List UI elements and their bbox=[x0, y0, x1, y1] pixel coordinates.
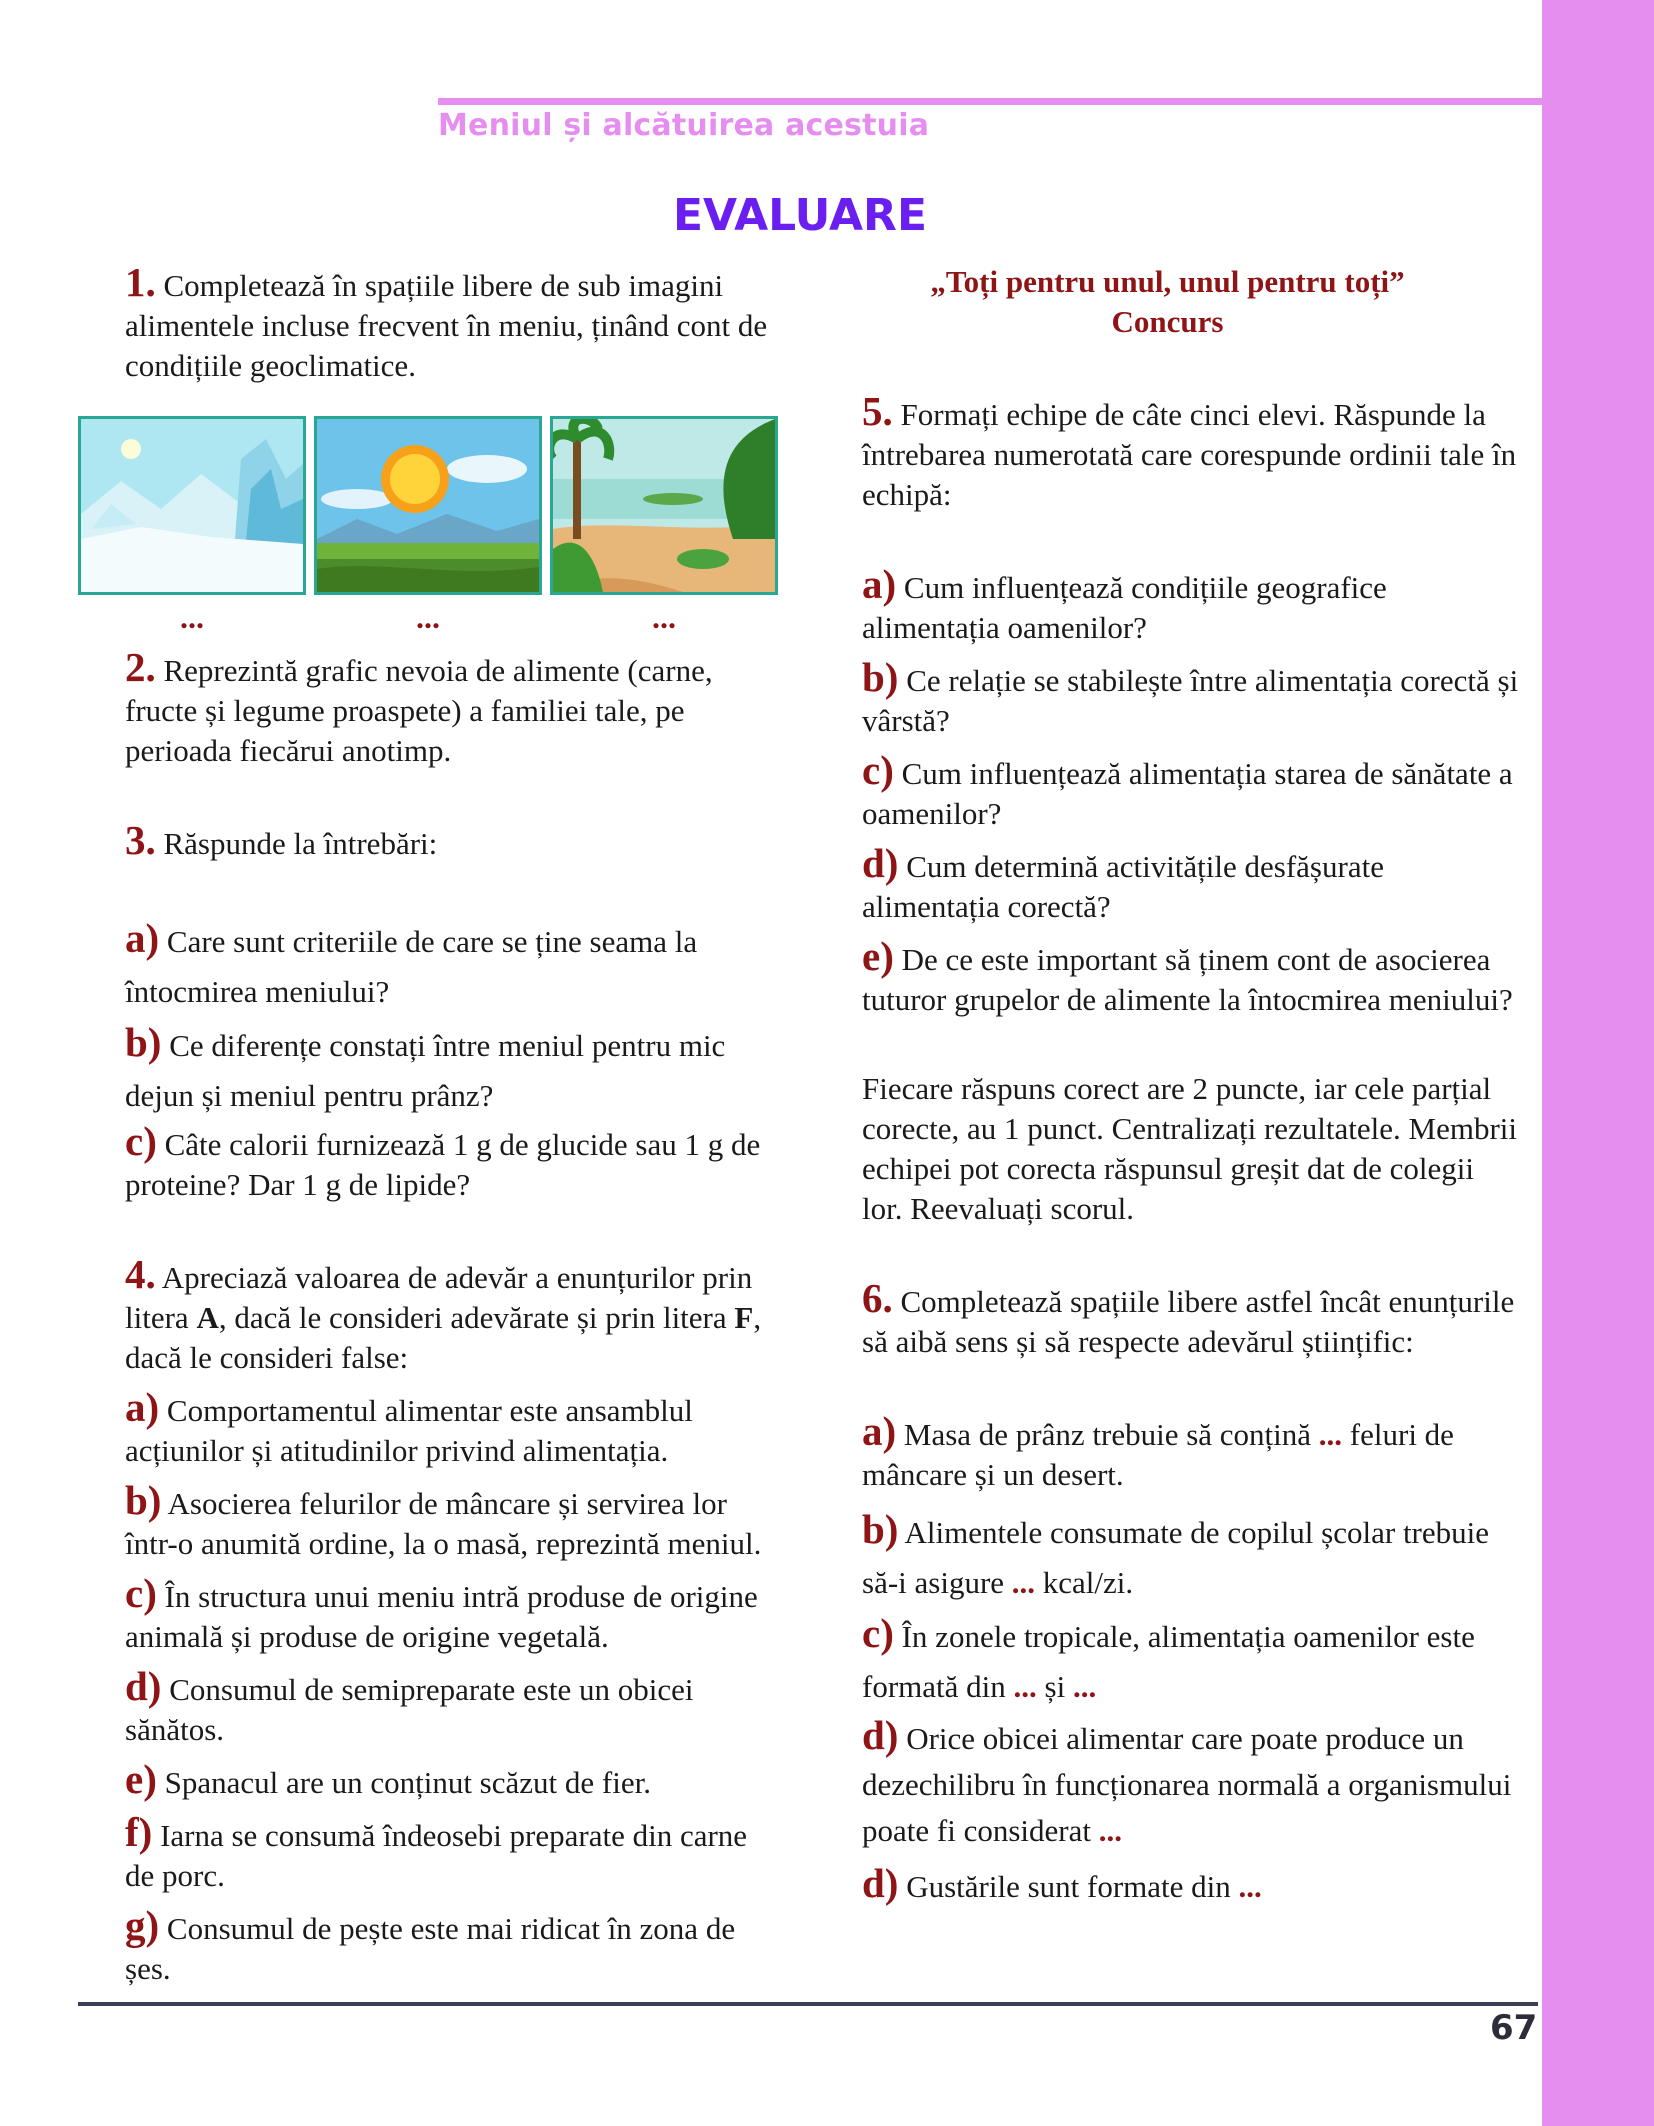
question-item bbox=[815, 561, 1520, 648]
item-label: e) bbox=[125, 1756, 157, 1802]
side-color-strip bbox=[1542, 0, 1654, 2126]
fill-item bbox=[815, 1608, 1520, 1712]
item-text: Consumul de semipreparate este un obicei sănătos. bbox=[125, 1672, 694, 1747]
item-label: a) bbox=[125, 1384, 160, 1430]
exercise-text: Reprezintă grafic nevoia de alimente (carne, fructe și legume proaspete) a familiei tale, pe perioada fiecărui anotimp. bbox=[125, 653, 713, 768]
item-text: Iarna se consumă îndeosebi preparate din carne de porc. bbox=[125, 1818, 748, 1893]
item-text: Care sunt criteriile de care se ține seama la întocmirea meniului? bbox=[125, 924, 698, 1009]
exercise-number: 1. bbox=[125, 259, 156, 305]
blank-dots: ... bbox=[1072, 1669, 1097, 1704]
item-text: Orice obicei alimentar care poate produce un dezechilibru în funcționarea normală a organismului poate fi considerat bbox=[862, 1721, 1512, 1848]
contest-label: Concurs bbox=[1111, 304, 1224, 339]
item-label: b) bbox=[862, 654, 899, 700]
question-item bbox=[78, 1017, 778, 1121]
exercise-number: 3. bbox=[125, 817, 156, 863]
statement-item bbox=[78, 1809, 778, 1896]
item-text: Alimentele consumate de copilul școlar trebuie să-i asigure bbox=[862, 1515, 1490, 1600]
image-blank: ... bbox=[416, 599, 440, 635]
left-column bbox=[78, 259, 778, 1989]
item-label: a) bbox=[125, 915, 160, 961]
item-text: În structura unui meniu intră produse de origine animală și produse de origine vegetală. bbox=[125, 1579, 758, 1654]
item-label: e) bbox=[862, 933, 894, 979]
exercise-number: 4. bbox=[125, 1251, 156, 1297]
footer-rule bbox=[78, 2002, 1538, 2006]
item-label: d) bbox=[862, 1860, 899, 1906]
fill-item bbox=[815, 1504, 1520, 1608]
exercise-6 bbox=[815, 1275, 1520, 1362]
contest-motto: „Toți pentru unul, unul pentru toți” bbox=[930, 264, 1405, 299]
exercise-text: , dacă le consideri adevărate și prin litera bbox=[218, 1300, 735, 1335]
statement-item bbox=[78, 1756, 778, 1803]
exercise-text: Completează în spațiile libere de sub imagini alimentele incluse frecvent în meniu, ținând cont de condițiile geoclimatice. bbox=[125, 268, 768, 383]
item-text: Cum influențează condițiile geografice alimentația oamenilor? bbox=[862, 570, 1387, 645]
item-text: Consumul de pește este mai ridicat în zona de șes. bbox=[125, 1911, 736, 1986]
exercise-3 bbox=[78, 817, 778, 864]
exercise-2 bbox=[78, 644, 778, 771]
letter-f: F bbox=[734, 1300, 754, 1335]
item-text: Cum influențează alimentația starea de sănătate a oamenilor? bbox=[862, 756, 1513, 831]
contest-heading bbox=[815, 262, 1520, 342]
item-text: Gustările sunt formate din bbox=[906, 1869, 1239, 1904]
item-label: f) bbox=[125, 1809, 153, 1855]
item-text: Cum determină activitățile desfășurate alimentația corectă? bbox=[862, 849, 1384, 924]
header-rule bbox=[438, 98, 1542, 105]
exercise-number: 2. bbox=[125, 644, 156, 690]
item-text: Ce diferențe constați între meniul pentru mic dejun și meniul pentru prânz? bbox=[125, 1028, 726, 1113]
fill-item bbox=[815, 1408, 1520, 1495]
tropical-landscape-image bbox=[550, 416, 778, 595]
letter-a: A bbox=[196, 1300, 219, 1335]
item-text: În zonele tropicale, alimentația oamenilor este formată din bbox=[862, 1619, 1475, 1704]
exercise-4 bbox=[78, 1251, 778, 1378]
item-text: Câte calorii furnizează 1 g de glucide sau 1 g de proteine? Dar 1 g de lipide? bbox=[125, 1127, 761, 1202]
statement-item bbox=[78, 1570, 778, 1657]
blank-dots: ... bbox=[1238, 1869, 1262, 1904]
blank-dots: ... bbox=[1011, 1565, 1036, 1600]
item-label: c) bbox=[125, 1118, 157, 1164]
item-text: Comportamentul alimentar este ansamblul acțiunilor și atitudinilor privind alimentația. bbox=[125, 1393, 693, 1468]
item-label: b) bbox=[125, 1477, 162, 1523]
item-label: b) bbox=[125, 1019, 162, 1065]
exercise-text: Completează spațiile libere astfel încât enunțurile să aibă sens și să respecte adevărul științific: bbox=[862, 1284, 1515, 1359]
question-item bbox=[815, 747, 1520, 834]
image-blank: ... bbox=[652, 599, 676, 635]
item-label: d) bbox=[125, 1663, 162, 1709]
item-label: a) bbox=[862, 1408, 897, 1454]
exercise-text: Apreciază valoarea de adevăr a enunțurilor prin litera bbox=[125, 1260, 753, 1335]
item-label: d) bbox=[862, 1712, 899, 1758]
item-text: Masa de prânz trebuie să conțină bbox=[903, 1417, 1319, 1452]
statement-item bbox=[78, 1384, 778, 1471]
statement-item bbox=[78, 1477, 778, 1564]
fill-item bbox=[815, 1712, 1520, 1854]
exercise-number: 5. bbox=[862, 388, 893, 434]
exercise-5 bbox=[815, 388, 1520, 515]
scoring-text: Fiecare răspuns corect are 2 puncte, iar cele parțial corecte, au 1 punct. Centralizați rezultatele. Membrii echipei pot corecta răspunsul greșit dat de colegii lor. Reevaluați scorul. bbox=[862, 1071, 1518, 1226]
item-text: feluri de mâncare și un desert. bbox=[862, 1417, 1454, 1492]
right-column bbox=[815, 262, 1520, 1907]
exercise-text: Răspunde la întrebări: bbox=[163, 826, 438, 861]
blank-dots: ... bbox=[1098, 1813, 1122, 1848]
climate-images bbox=[78, 416, 778, 595]
item-text: De ce este important să ținem cont de asocierea tuturor grupelor de alimente la întocmirea meniului? bbox=[862, 942, 1513, 1017]
image-blanks bbox=[78, 595, 778, 647]
question-item bbox=[815, 933, 1520, 1020]
exercise-text: , dacă le consideri false: bbox=[125, 1300, 762, 1375]
polar-landscape-image bbox=[78, 416, 306, 595]
item-text: Spanacul are un conținut scăzut de fier. bbox=[164, 1765, 651, 1800]
item-label: c) bbox=[862, 1610, 894, 1656]
item-text: și bbox=[1036, 1669, 1073, 1704]
statement-item bbox=[78, 1902, 778, 1989]
statement-item bbox=[78, 1663, 778, 1750]
temperate-landscape-image bbox=[314, 416, 542, 595]
item-label: g) bbox=[125, 1902, 160, 1948]
blank-dots: ... bbox=[1013, 1669, 1037, 1704]
question-item bbox=[78, 913, 778, 1017]
chapter-title: Meniul și alcătuirea acestuia bbox=[438, 108, 930, 143]
exercise-1 bbox=[78, 259, 778, 386]
item-label: a) bbox=[862, 561, 897, 607]
item-label: c) bbox=[862, 747, 894, 793]
question-item bbox=[815, 654, 1520, 741]
item-text: kcal/zi. bbox=[1035, 1565, 1134, 1600]
exercise-number: 6. bbox=[862, 1275, 893, 1321]
question-item bbox=[78, 1118, 778, 1205]
blank-dots: ... bbox=[1318, 1417, 1343, 1452]
page-number: 67 bbox=[1490, 2008, 1538, 2048]
item-label: c) bbox=[125, 1570, 157, 1616]
question-item bbox=[815, 840, 1520, 927]
item-label: b) bbox=[862, 1506, 899, 1552]
item-text: Ce relație se stabilește între alimentația corectă și vârstă? bbox=[862, 663, 1519, 738]
item-text: Asocierea felurilor de mâncare și servirea lor într-o anumită ordine, la o masă, reprezintă meniul. bbox=[125, 1486, 762, 1561]
image-blank: ... bbox=[180, 599, 204, 635]
item-label: d) bbox=[862, 840, 899, 886]
fill-item bbox=[815, 1860, 1520, 1907]
page-title: EVALUARE bbox=[672, 190, 927, 241]
exercise-text: Formați echipe de câte cinci elevi. Răspunde la întrebarea numerotată care corespunde ordinii tale în echipă: bbox=[862, 397, 1517, 512]
